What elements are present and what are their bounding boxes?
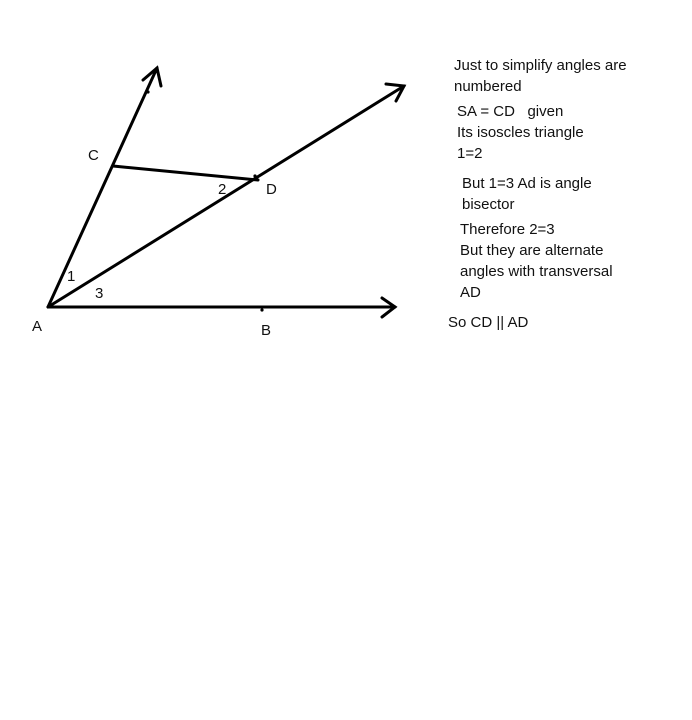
tick-mark-d <box>253 174 256 177</box>
angle-label-3: 3 <box>95 285 104 302</box>
note-therefore-line-1: Therefore 2=3 <box>460 221 555 238</box>
angle-label-1: 1 <box>67 268 76 285</box>
note-intro <box>454 55 627 97</box>
tick-mark-b <box>260 308 263 311</box>
note-therefore-line-2: But they are alternate <box>460 242 604 259</box>
point-label-b: B <box>261 322 272 339</box>
note-given-line-3: 1=2 <box>457 145 483 162</box>
note-therefore <box>460 219 613 303</box>
point-label-d: D <box>266 181 277 198</box>
note-bisector <box>462 173 592 215</box>
ray-ac <box>48 68 157 307</box>
segment-cd <box>113 166 258 180</box>
note-intro-line-1: Just to simplify angles are <box>454 57 627 74</box>
angle-label-2: 2 <box>218 181 227 198</box>
note-bisector-line-1: But 1=3 Ad is angle <box>462 175 592 192</box>
note-therefore-line-3: angles with transversal <box>460 263 613 280</box>
tick-mark-ray-ac <box>146 90 149 93</box>
note-conclusion: So CD || AD <box>448 314 529 331</box>
note-given-line-1: SA = CD given <box>457 103 564 120</box>
note-bisector-line-2: bisector <box>462 196 515 213</box>
note-given-line-2: Its isoscles triangle <box>457 124 584 141</box>
note-given <box>457 101 584 164</box>
note-intro-line-2: numbered <box>454 78 522 95</box>
note-therefore-line-4: AD <box>460 284 481 301</box>
point-label-a: A <box>32 318 43 335</box>
point-label-c: C <box>88 147 99 164</box>
